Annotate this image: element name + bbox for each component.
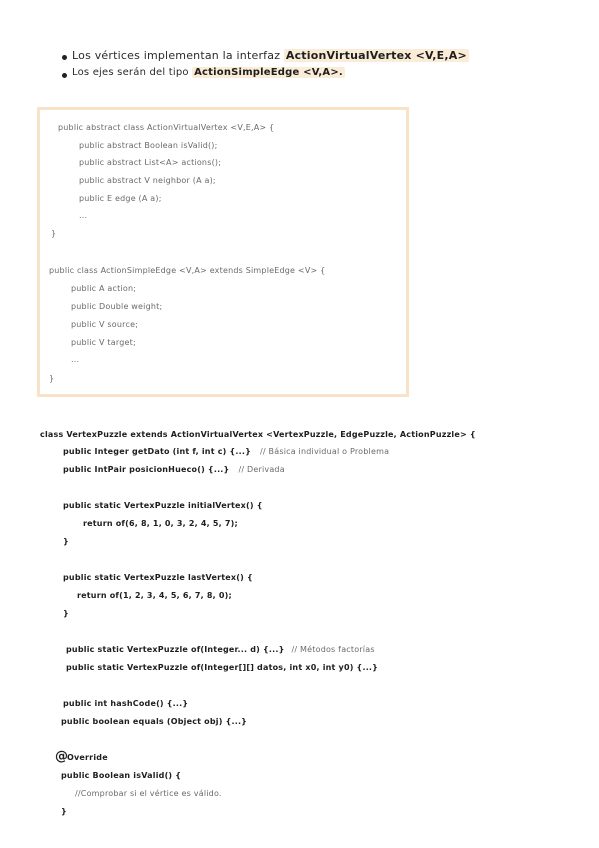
code-line: ... (71, 355, 80, 364)
bullet-edges (72, 67, 345, 78)
code-comment: // Métodos factorías (291, 645, 375, 654)
bullet-dot (62, 55, 67, 60)
closing-brace: } (61, 807, 67, 816)
return-statement: return of(1, 2, 3, 4, 5, 6, 7, 8, 0); (77, 591, 232, 600)
code-line: public V source; (71, 320, 139, 329)
method-initialvertex: public static VertexPuzzle initialVertex() { (63, 501, 263, 510)
at-symbol: @ (55, 749, 68, 764)
code-comment: // Básica individual o Problema (260, 447, 390, 456)
code-box (37, 107, 409, 397)
bullet-text: Los ejes serán del tipo (72, 67, 193, 78)
code-line: } (49, 374, 55, 383)
bullet-highlight: ActionVirtualVertex <V,E,A> (285, 49, 467, 62)
method-isvalid: public Boolean isValid() { (61, 771, 182, 780)
method-of-matrix: public static VertexPuzzle of(Integer[][] datos, int x0, int y0) {...} (66, 663, 379, 672)
code-line: public E edge (A a); (79, 194, 162, 203)
code-line: public abstract Boolean isValid(); (79, 141, 218, 150)
code-comment: // Derivada (238, 465, 285, 474)
method-hashcode: public int hashCode() {...} (63, 699, 189, 708)
code-line: public V target; (71, 338, 136, 347)
bullet-dot (62, 73, 67, 78)
method-lastvertex: public static VertexPuzzle lastVertex() { (63, 573, 253, 582)
code-line: public abstract V neighbor (A a); (79, 176, 216, 185)
class-declaration: class VertexPuzzle extends ActionVirtualVertex <VertexPuzzle, EdgePuzzle, ActionPuzzle> { (40, 430, 476, 439)
method-signature: public IntPair posicionHueco() {...} (63, 465, 230, 474)
closing-brace: } (63, 537, 69, 546)
method-signature: public Integer getDato (int f, int c) {...} (63, 447, 251, 456)
method-of-varargs (66, 645, 375, 654)
bullet-vertices (72, 49, 469, 62)
code-line: public abstract List<A> actions(); (79, 158, 222, 167)
bullet-text: Los vértices implementan la interfaz (72, 49, 284, 62)
code-line: public class ActionSimpleEdge <V,A> extends SimpleEdge <V> { (49, 266, 326, 275)
closing-brace: } (63, 609, 69, 618)
code-line: } (51, 229, 57, 238)
code-line: public abstract class ActionVirtualVertex <V,E,A> { (58, 123, 275, 132)
method-getdato (63, 447, 389, 456)
override-annotation: Override (67, 753, 108, 762)
return-statement: return of(6, 8, 1, 0, 3, 2, 4, 5, 7); (83, 519, 238, 528)
method-posicionhueco (63, 465, 285, 474)
code-line: public A action; (71, 284, 137, 293)
method-equals: public boolean equals (Object obj) {...} (61, 717, 248, 726)
code-comment: //Comprobar si el vértice es válido. (75, 789, 222, 798)
code-line: ... (79, 211, 88, 220)
code-line: public Double weight; (71, 302, 163, 311)
method-signature: public static VertexPuzzle of(Integer... d) {...} (66, 645, 285, 654)
bullet-highlight: ActionSimpleEdge <V,A>. (194, 67, 343, 78)
